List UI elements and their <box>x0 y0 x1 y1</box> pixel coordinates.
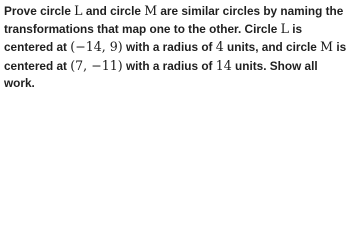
problem-line-5 <box>4 75 346 92</box>
math-center-m: (7, −11) <box>70 57 123 73</box>
text-segment: centered at <box>4 58 71 73</box>
text-segment: units. Show all <box>231 58 318 73</box>
text-segment: is <box>289 22 303 37</box>
math-center-l: (−14, 9) <box>70 39 123 55</box>
text-segment: work. <box>4 75 35 90</box>
problem-line-3 <box>4 38 346 56</box>
math-radius-l: 4 <box>215 39 224 55</box>
problem-text <box>0 0 350 91</box>
text-segment: with a radius of <box>122 58 216 73</box>
problem-line-2 <box>4 20 346 38</box>
text-segment: are similar circles by naming the <box>157 4 344 18</box>
problem-line-4 <box>4 57 346 75</box>
math-radius-m: 14 <box>215 57 232 73</box>
text-segment: transformations that map one to the other. Circle <box>4 22 281 37</box>
math-circle-m: M <box>144 3 158 18</box>
text-segment: with a radius of <box>122 40 216 55</box>
problem-line-1 <box>4 2 346 20</box>
math-circle-l: L <box>74 3 83 18</box>
math-circle-m: M <box>320 39 334 55</box>
text-segment: Prove circle <box>4 4 75 18</box>
math-circle-l: L <box>280 21 289 37</box>
text-segment: centered at <box>4 40 71 55</box>
text-segment: units, and circle <box>223 40 321 55</box>
text-segment: and circle <box>82 4 145 18</box>
text-segment: is <box>333 40 347 55</box>
